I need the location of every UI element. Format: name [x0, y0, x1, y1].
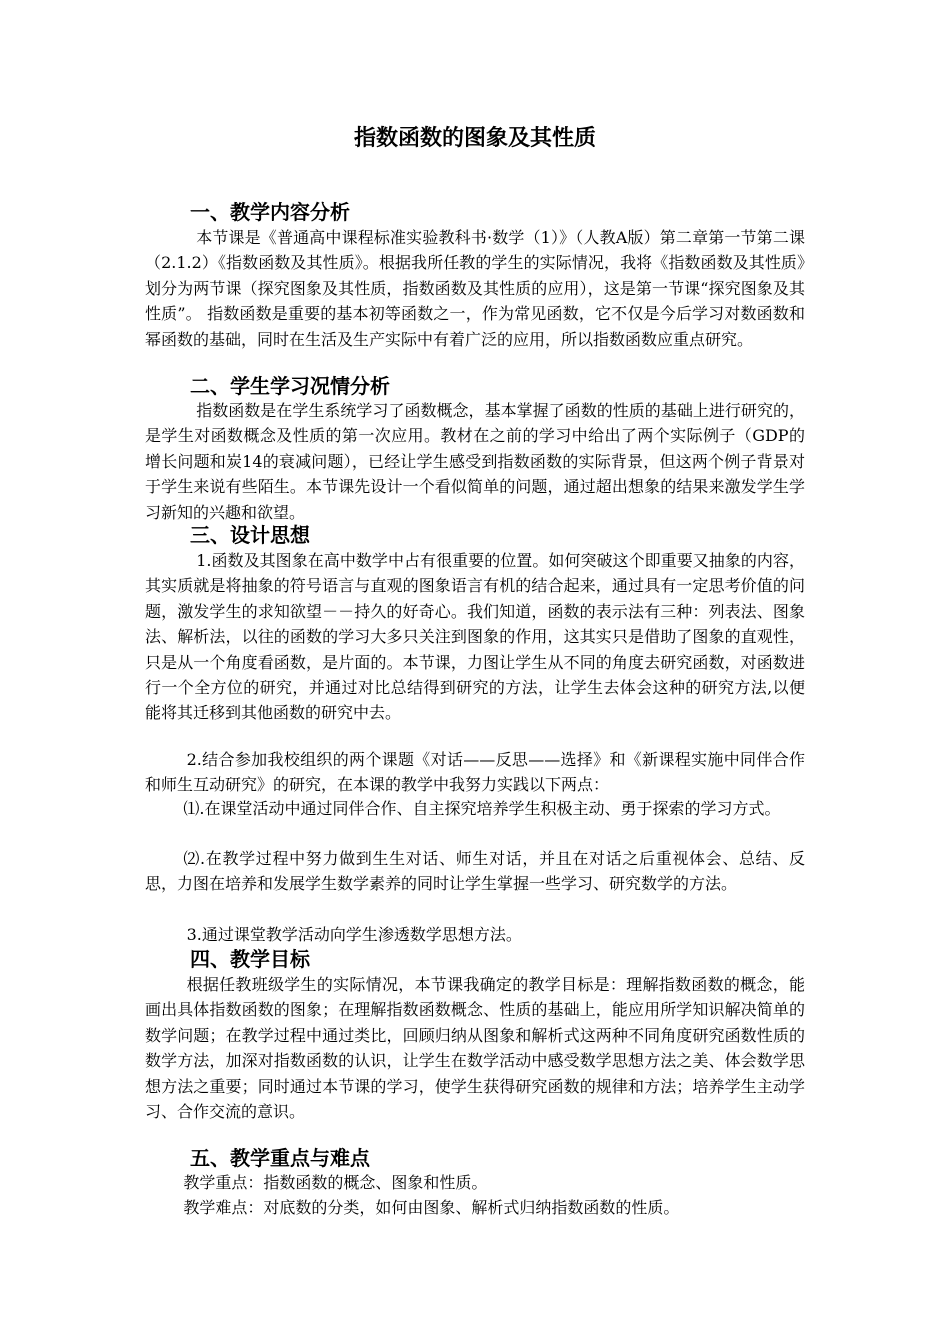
section-3-paragraph-1: 1.函数及其图象在高中数学中占有很重要的位置。如何突破这个即重要又抽象的内容，其实质就是将抽象的符号语言与直观的图象语言有机的结合起来，通过具有一定思考价值的问题，激发学生的求知欲望－－持久的好奇心。我们知道，函数的表示法有三种：列表法、图象法、解析法，以往的函数的学习大多只关注到图象的作用，这其实只是借助了图象的直观性，只是从一个角度看函数，是片面的。本节课，力图让学生从不同的角度去研究函数，对函数进行一个全方位的研究，并通过对比总结得到研究的方法，让学生去体会这种的研究方法,以便能将其迁移到其他函数的研究中去。 — [145, 551, 805, 723]
section-4-paragraph: 根据任教班级学生的实际情况，本节课我确定的教学目标是：理解指数函数的概念，能画出具体指数函数的图象；在理解指数函数概念、性质的基础上，能应用所学知识解决简单的数学问题；在教学过程中通过类比，回顾归纳从图象和解析式这两种不同角度研究函数性质的数学方法，加深对指数函数的认识，让学生在数学活动中感受数学思想方法之美、体会数学思想方法之重要；同时通过本节课的学习，使学生获得研究函数的规律和方法；培养学生主动学习、合作交流的意识。 — [145, 975, 805, 1122]
section-heading-1: 一、教学内容分析 — [190, 200, 350, 224]
section-3-paragraph-4: ⑵.在教学过程中努力做到生生对话、师生对话，并且在对话之后重视体会、总结、反思，力图在培养和发展学生数学素养的同时让学生掌握一些学习、研究数学的方法。 — [145, 849, 805, 894]
difficulty-line: 教学难点：对底数的分类，如何由图象、解析式归纳指数函数的性质。 — [183, 1198, 680, 1217]
section-heading-4: 四、教学目标 — [190, 947, 310, 971]
section-3-paragraph-3: ⑴.在课堂活动中通过同伴合作、自主探究培养学生积极主动、勇于探索的学习方式。 — [183, 799, 781, 818]
section-heading-2: 二、学生学习况情分析 — [190, 374, 390, 398]
section-1-paragraph: 本节课是《普通高中课程标准实验教科书·数学（1）》（人教A版）第二章第一节第二课（2.1.2）《指数函数及其性质》。根据我所任教的学生的实际情况，我将《指数函数及其性质》划分为两节课（探究图象及其性质，指数函数及其性质的应用），这是第一节课“探究图象及其性质”。 指数函数是重要的基本初等函数之一，作为常见函数，它不仅是今后学习对数函数和幂函数的基础，同时在生活及生产实际中有着广泛的应用，所以指数函数应重点研究。 — [145, 228, 805, 349]
section-2-paragraph: 指数函数是在学生系统学习了函数概念，基本掌握了函数的性质的基础上进行研究的，是学生对函数概念及性质的第一次应用。教材在之前的学习中给出了两个实际例子（GDP的增长问题和炭14的衰减问题），已经让学生感受到指数函数的实际背景，但这两个例子背景对于学生来说有些陌生。本节课先设计一个看似简单的问题，通过超出想象的结果来激发学生学习新知的兴趣和欲望。 — [145, 401, 805, 522]
key-point-line: 教学重点：指数函数的概念、图象和性质。 — [183, 1173, 488, 1192]
section-3-paragraph-5: 3.通过课堂教学活动向学生渗透数学思想方法。 — [186, 925, 522, 944]
section-3-paragraph-2: 2.结合参加我校组织的两个课题《对话——反思——选择》和《新课程实施中同伴合作和师生互动研究》的研究，在本课的教学中我努力实践以下两点： — [145, 750, 805, 795]
section-heading-5: 五、教学重点与难点 — [190, 1146, 370, 1170]
section-heading-3: 三、设计思想 — [190, 523, 310, 547]
document-title: 指数函数的图象及其性质 — [353, 126, 596, 151]
